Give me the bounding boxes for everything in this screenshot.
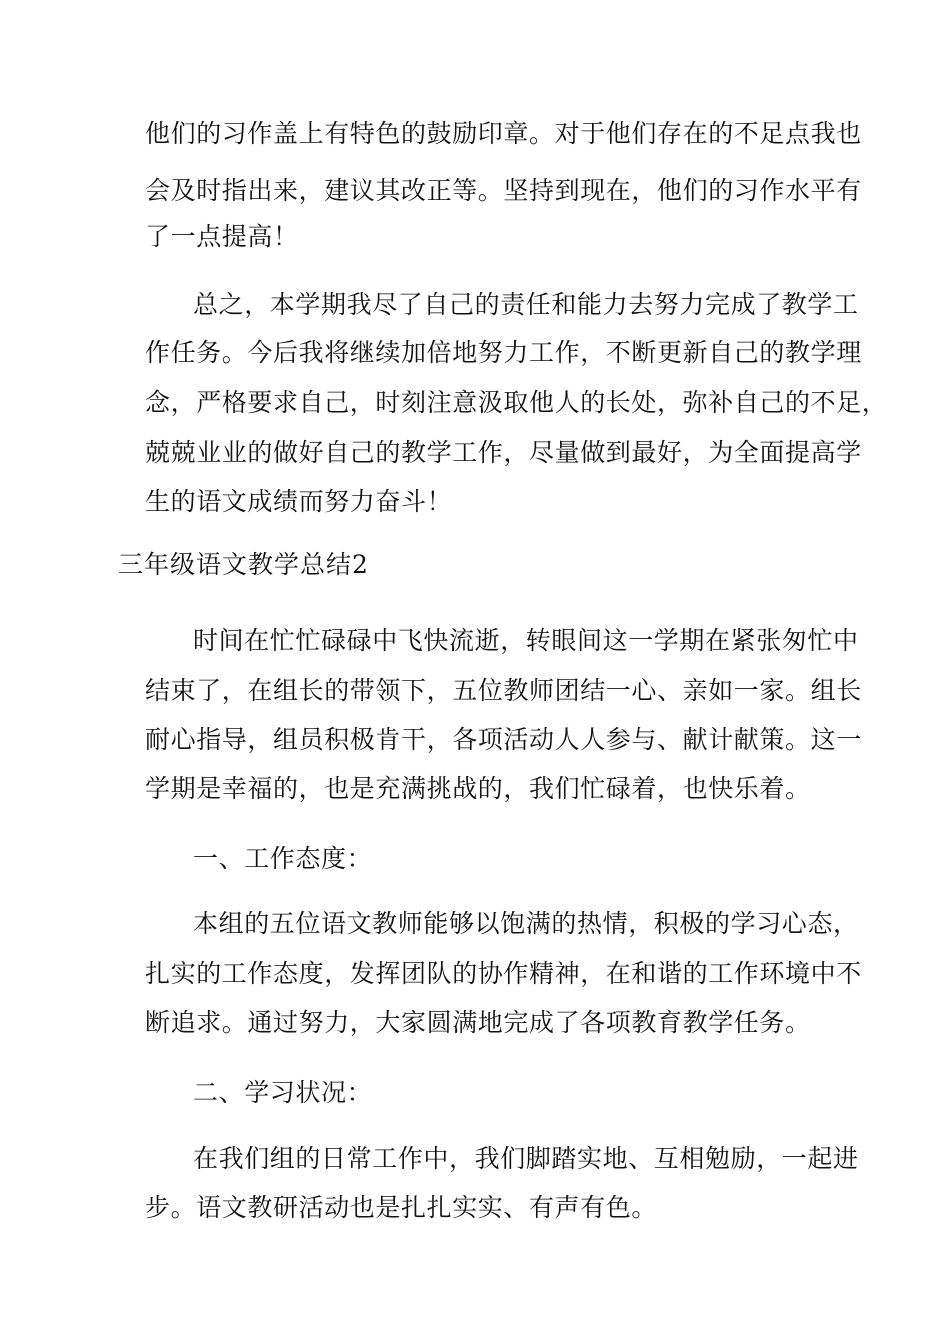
paragraph-line: 结束了，在组长的带领下，五位教师团结一心、亲如一家。组长 [145,676,862,705]
paragraph-line: 步。语文教研活动也是扎扎实实、有声有色。 [145,1193,658,1222]
paragraph-line: 耐心指导，组员积极肯干，各项活动人人参与、献计献策。这一 [145,725,862,754]
subsection-heading: 二、学习状况： [193,1078,373,1107]
paragraph-line: 在我们组的日常工作中，我们脚踏实地、互相勉励，一起进 [193,1144,859,1173]
paragraph-line: 断追求。通过努力，大家圆满地完成了各项教育教学任务。 [145,1008,811,1037]
paragraph-line: 他们的习作盖上有特色的鼓励印章。对于他们存在的不足点我也 [145,119,862,148]
paragraph-line: 总之，本学期我尽了自己的责任和能力去努力完成了教学工 [193,290,859,319]
paragraph-line: 本组的五位语文教师能够以饱满的热情，积极的学习心态， [193,909,859,938]
paragraph-line: 念，严格要求自己，时刻注意汲取他人的长处，弥补自己的不足， [145,388,888,417]
paragraph-line: 了一点提高！ [145,222,299,251]
paragraph-line: 生的语文成绩而努力奋斗！ [145,487,453,516]
paragraph-line: 会及时指出来，建议其改正等。坚持到现在，他们的习作水平有 [145,176,862,205]
paragraph-line: 时间在忙忙碌碌中飞快流逝，转眼间这一学期在紧张匆忙中 [193,626,859,655]
subsection-heading: 一、工作态度： [193,844,373,873]
paragraph-line: 学期是幸福的，也是充满挑战的，我们忙碌着，也快乐着。 [145,774,811,803]
paragraph-line: 兢兢业业的做好自己的教学工作，尽量做到最好，为全面提高学 [145,438,862,467]
paragraph-line: 作任务。今后我将继续加倍地努力工作，不断更新自己的教学理 [145,338,862,367]
section-heading: 三年级语文教学总结2 [118,550,369,579]
paragraph-line: 扎实的工作态度，发挥团队的协作精神，在和谐的工作环境中不 [145,959,862,988]
